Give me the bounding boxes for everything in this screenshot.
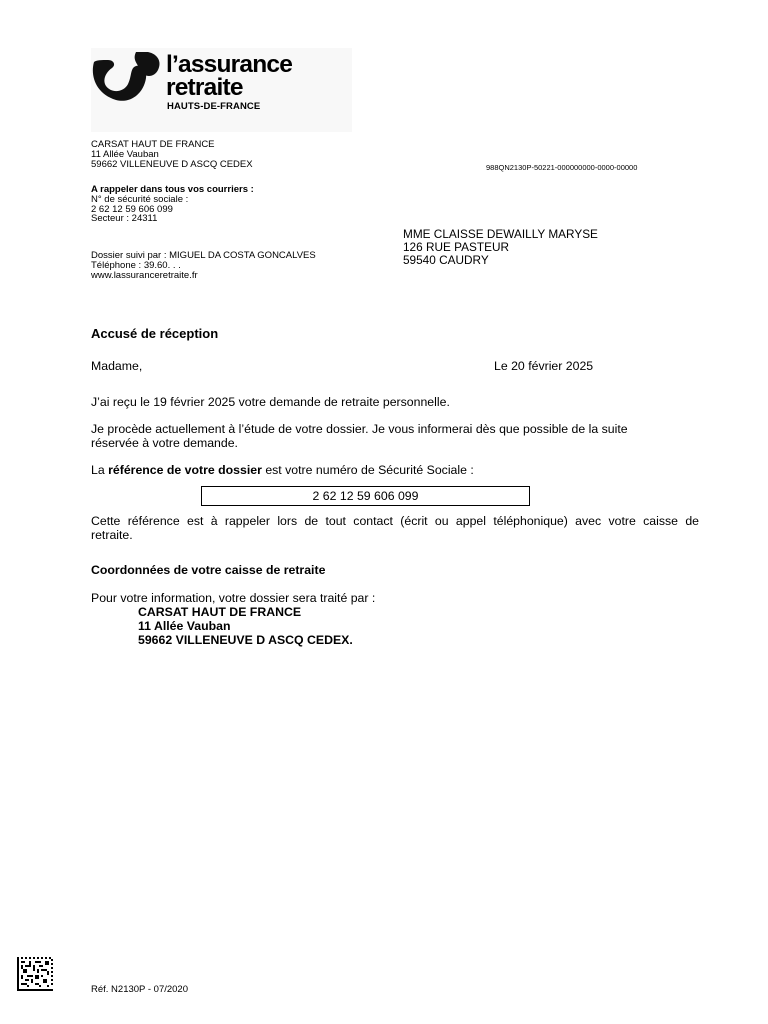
footer-reference: Réf. N2130P - 07/2020 xyxy=(91,984,189,995)
sender-city: 59662 VILLENEUVE D ASCQ CEDEX xyxy=(91,159,253,170)
datamatrix-code-icon xyxy=(17,957,53,991)
fund-city: 59662 VILLENEUVE D ASCQ CEDEX. xyxy=(138,633,353,647)
fund-street: 11 Allée Vauban xyxy=(138,619,231,633)
reference-box: 2 62 12 59 606 099 xyxy=(201,486,530,506)
sender-name: CARSAT HAUT DE FRANCE xyxy=(91,139,215,150)
website-link[interactable]: www.lassuranceretraite.fr xyxy=(91,270,198,281)
recipient-city: 59540 CAUDRY xyxy=(403,253,489,267)
paragraph-contact-line2: retraite. xyxy=(91,528,133,542)
paragraph-info: Pour votre information, votre dossier sera traité par : xyxy=(91,591,376,605)
followup-phone: Téléphone : 39.60. . . xyxy=(91,260,181,271)
assurance-retraite-logo-icon xyxy=(92,52,164,104)
document-code: 988QN2130P-50221-000000000-0000-00000 xyxy=(486,163,638,172)
reference-emphasis: référence de votre dossier xyxy=(108,463,262,477)
recipient-street: 126 RUE PASTEUR xyxy=(403,240,509,254)
followup-agent: Dossier suivi par : MIGUEL DA COSTA GONCALVES xyxy=(91,250,316,261)
section-title-fund: Coordonnées de votre caisse de retraite xyxy=(91,563,326,577)
sender-street: 11 Allée Vauban xyxy=(91,149,159,160)
logo-text-region: HAUTS-DE-FRANCE xyxy=(167,101,261,112)
logo-text-retraite: retraite xyxy=(166,74,243,101)
paragraph-study-line1: Je procède actuellement à l’étude de votre dossier. Je vous informerai dès que possible de la suite xyxy=(91,422,628,436)
sector: Secteur : 24311 xyxy=(91,213,158,224)
paragraph-contact-line1: Cette référence est à rappeler lors de tout contact (écrit ou appel téléphonique) avec votre caisse de xyxy=(91,514,699,528)
letter-title: Accusé de réception xyxy=(91,326,219,341)
letter-date: Le 20 février 2025 xyxy=(494,359,594,373)
ss-number: 2 62 12 59 606 099 xyxy=(91,204,173,215)
salutation: Madame, xyxy=(91,359,143,373)
paragraph-study-line2: réservée à votre demande. xyxy=(91,436,238,450)
reference-tail: est votre numéro de Sécurité Sociale : xyxy=(261,463,474,477)
paragraph-received: J’ai reçu le 19 février 2025 votre demande de retraite personnelle. xyxy=(91,395,450,409)
recipient-name: MME CLAISSE DEWAILLY MARYSE xyxy=(403,227,598,241)
logo-text-assurance: l’assurance xyxy=(166,51,293,78)
paragraph-reference xyxy=(91,463,474,478)
fund-name: CARSAT HAUT DE FRANCE xyxy=(138,605,302,619)
ss-number-label: N° de sécurité sociale : xyxy=(91,194,189,205)
reference-intro: La xyxy=(91,463,109,477)
reminder-heading: A rappeler dans tous vos courriers : xyxy=(91,184,254,195)
